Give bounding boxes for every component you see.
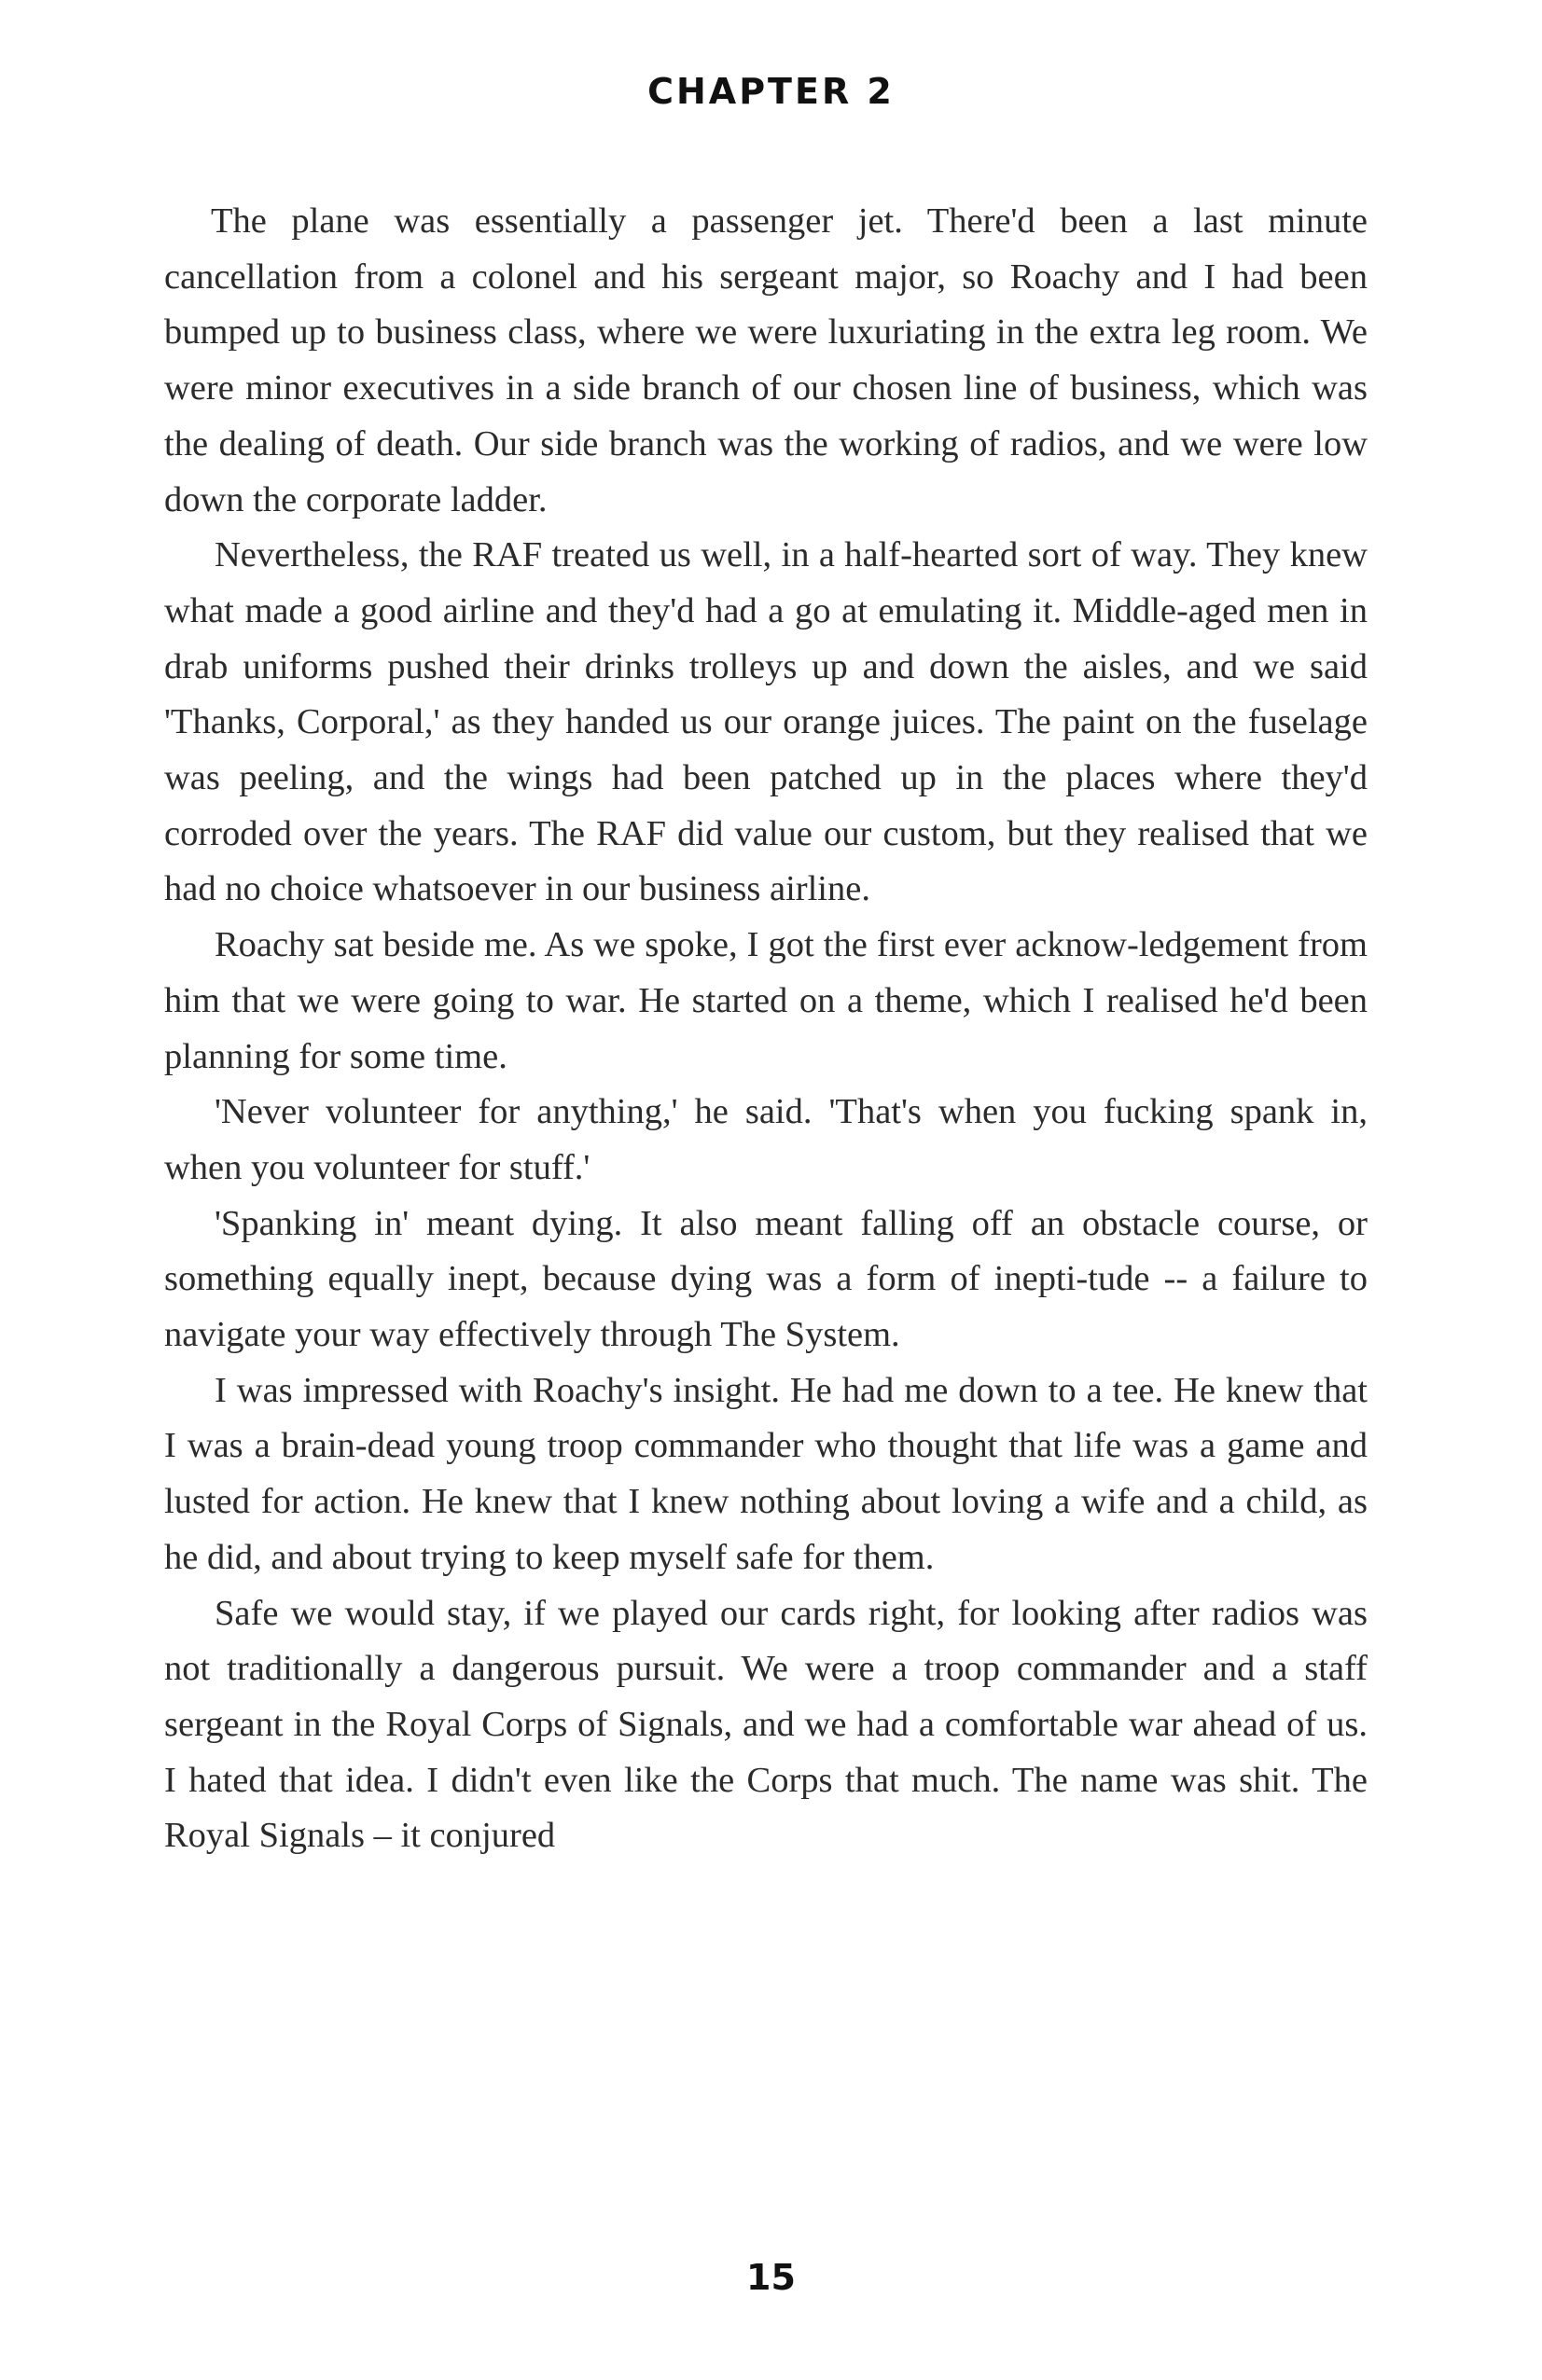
paragraph: I was impressed with Roachy's insight. He had me down to a tee. He knew that I was a brain-dead young troop commander who thought that life was a game and lusted for action. He knew that I knew nothing about loving a wife and a child, as he did, and about trying to keep myself safe for them. xyxy=(164,1370,1368,1577)
paragraph: Roachy sat beside me. As we spoke, I got the first ever acknow-ledgement from him that we were going to war. He started on a theme, which I realised he'd been planning for some time. xyxy=(164,925,1368,1076)
body-text xyxy=(164,194,1368,1864)
paragraph: The plane was essentially a passenger jet. There'd been a last minute cancellation from a colonel and his sergeant major, so Roachy and I had been bumped up to business class, where we were luxuriating in the extra leg room. We were minor executives in a side branch of our chosen line of business, which was the dealing of death. Our side branch was the working of radios, and we were low down the corporate ladder. xyxy=(164,201,1368,519)
paragraph: 'Never volunteer for anything,' he said. 'That's when you fucking spank in, when you volunteer for stuff.' xyxy=(164,1092,1368,1187)
paragraph: Nevertheless, the RAF treated us well, in a half-hearted sort of way. They knew what made a good airline and they'd had a go at emulating it. Middle-aged men in drab uniforms pushed their drinks trolleys up and down the aisles, and we said 'Thanks, Corporal,' as they handed us our orange juices. The paint on the fuselage was peeling, and the wings had been patched up in the places where they'd corroded over the years. The RAF did value our custom, but they realised that we had no choice whatsoever in our business airline. xyxy=(164,535,1368,909)
paragraph: Safe we would stay, if we played our cards right, for looking after radios was not traditionally a dangerous pursuit. We were a troop commander and a staff sergeant in the Royal Corps of Signals, and we had a comfortable war ahead of us. I hated that idea. I didn't even like the Corps that much. The name was shit. The Royal Signals – it conjured xyxy=(164,1593,1368,1856)
page-number: 15 xyxy=(746,2257,796,2298)
chapter-heading: CHAPTER 2 xyxy=(647,71,895,112)
paragraph: 'Spanking in' meant dying. It also meant falling off an obstacle course, or something equally inept, because dying was a form of inepti-tude -- a failure to navigate your way effectively through The System. xyxy=(164,1203,1368,1355)
